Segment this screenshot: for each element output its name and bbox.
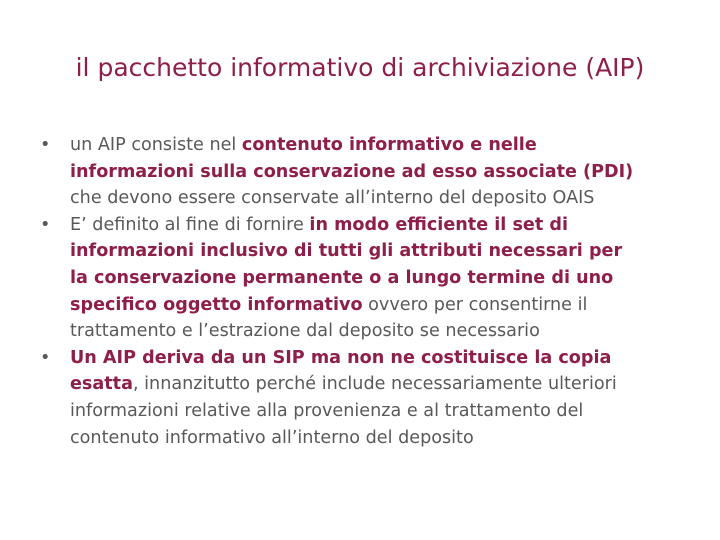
- bullet-dot-icon: •: [40, 135, 51, 155]
- bullet-text-plain: un AIP consiste nel: [70, 135, 242, 155]
- bullet-text-plain: E’ definito al fine di fornire: [70, 214, 310, 235]
- bullet-text-highlight: Un AIP deriva da un SIP ma non ne costituisce la copia esatta: [70, 347, 612, 395]
- bullet-text-plain: ovvero per consentirne il trattamento e l’estrazione dal deposito se necessario: [70, 294, 588, 342]
- bullet-text-highlight: in modo efficiente il set di informazioni inclusivo di tutti gli attributi necessari per la conservazione permanente o a lungo termine di uno specifico oggetto informativo: [70, 214, 623, 315]
- bullet-item: [40, 345, 640, 451]
- bullet-text-plain: che devono essere conservate all’interno del deposito OAIS: [70, 188, 595, 209]
- bullet-text-plain: , innanzitutto perché include necessariamente ulteriori informazioni relative alla provenienza e al trattamento del contenuto informativo all’interno del deposito: [70, 374, 617, 448]
- slide-title: il pacchetto informativo di archiviazione (AIP): [75, 53, 645, 82]
- bullet-text-highlight: contenuto informativo e nelle informazioni sulla conservazione ad esso associate (PDI): [70, 135, 634, 182]
- bullet-item: [40, 212, 640, 345]
- bullet-dot-icon: •: [40, 347, 51, 368]
- bullet-dot-icon: •: [40, 214, 51, 235]
- bullet-item: [40, 132, 640, 212]
- bullet-list: [40, 132, 640, 451]
